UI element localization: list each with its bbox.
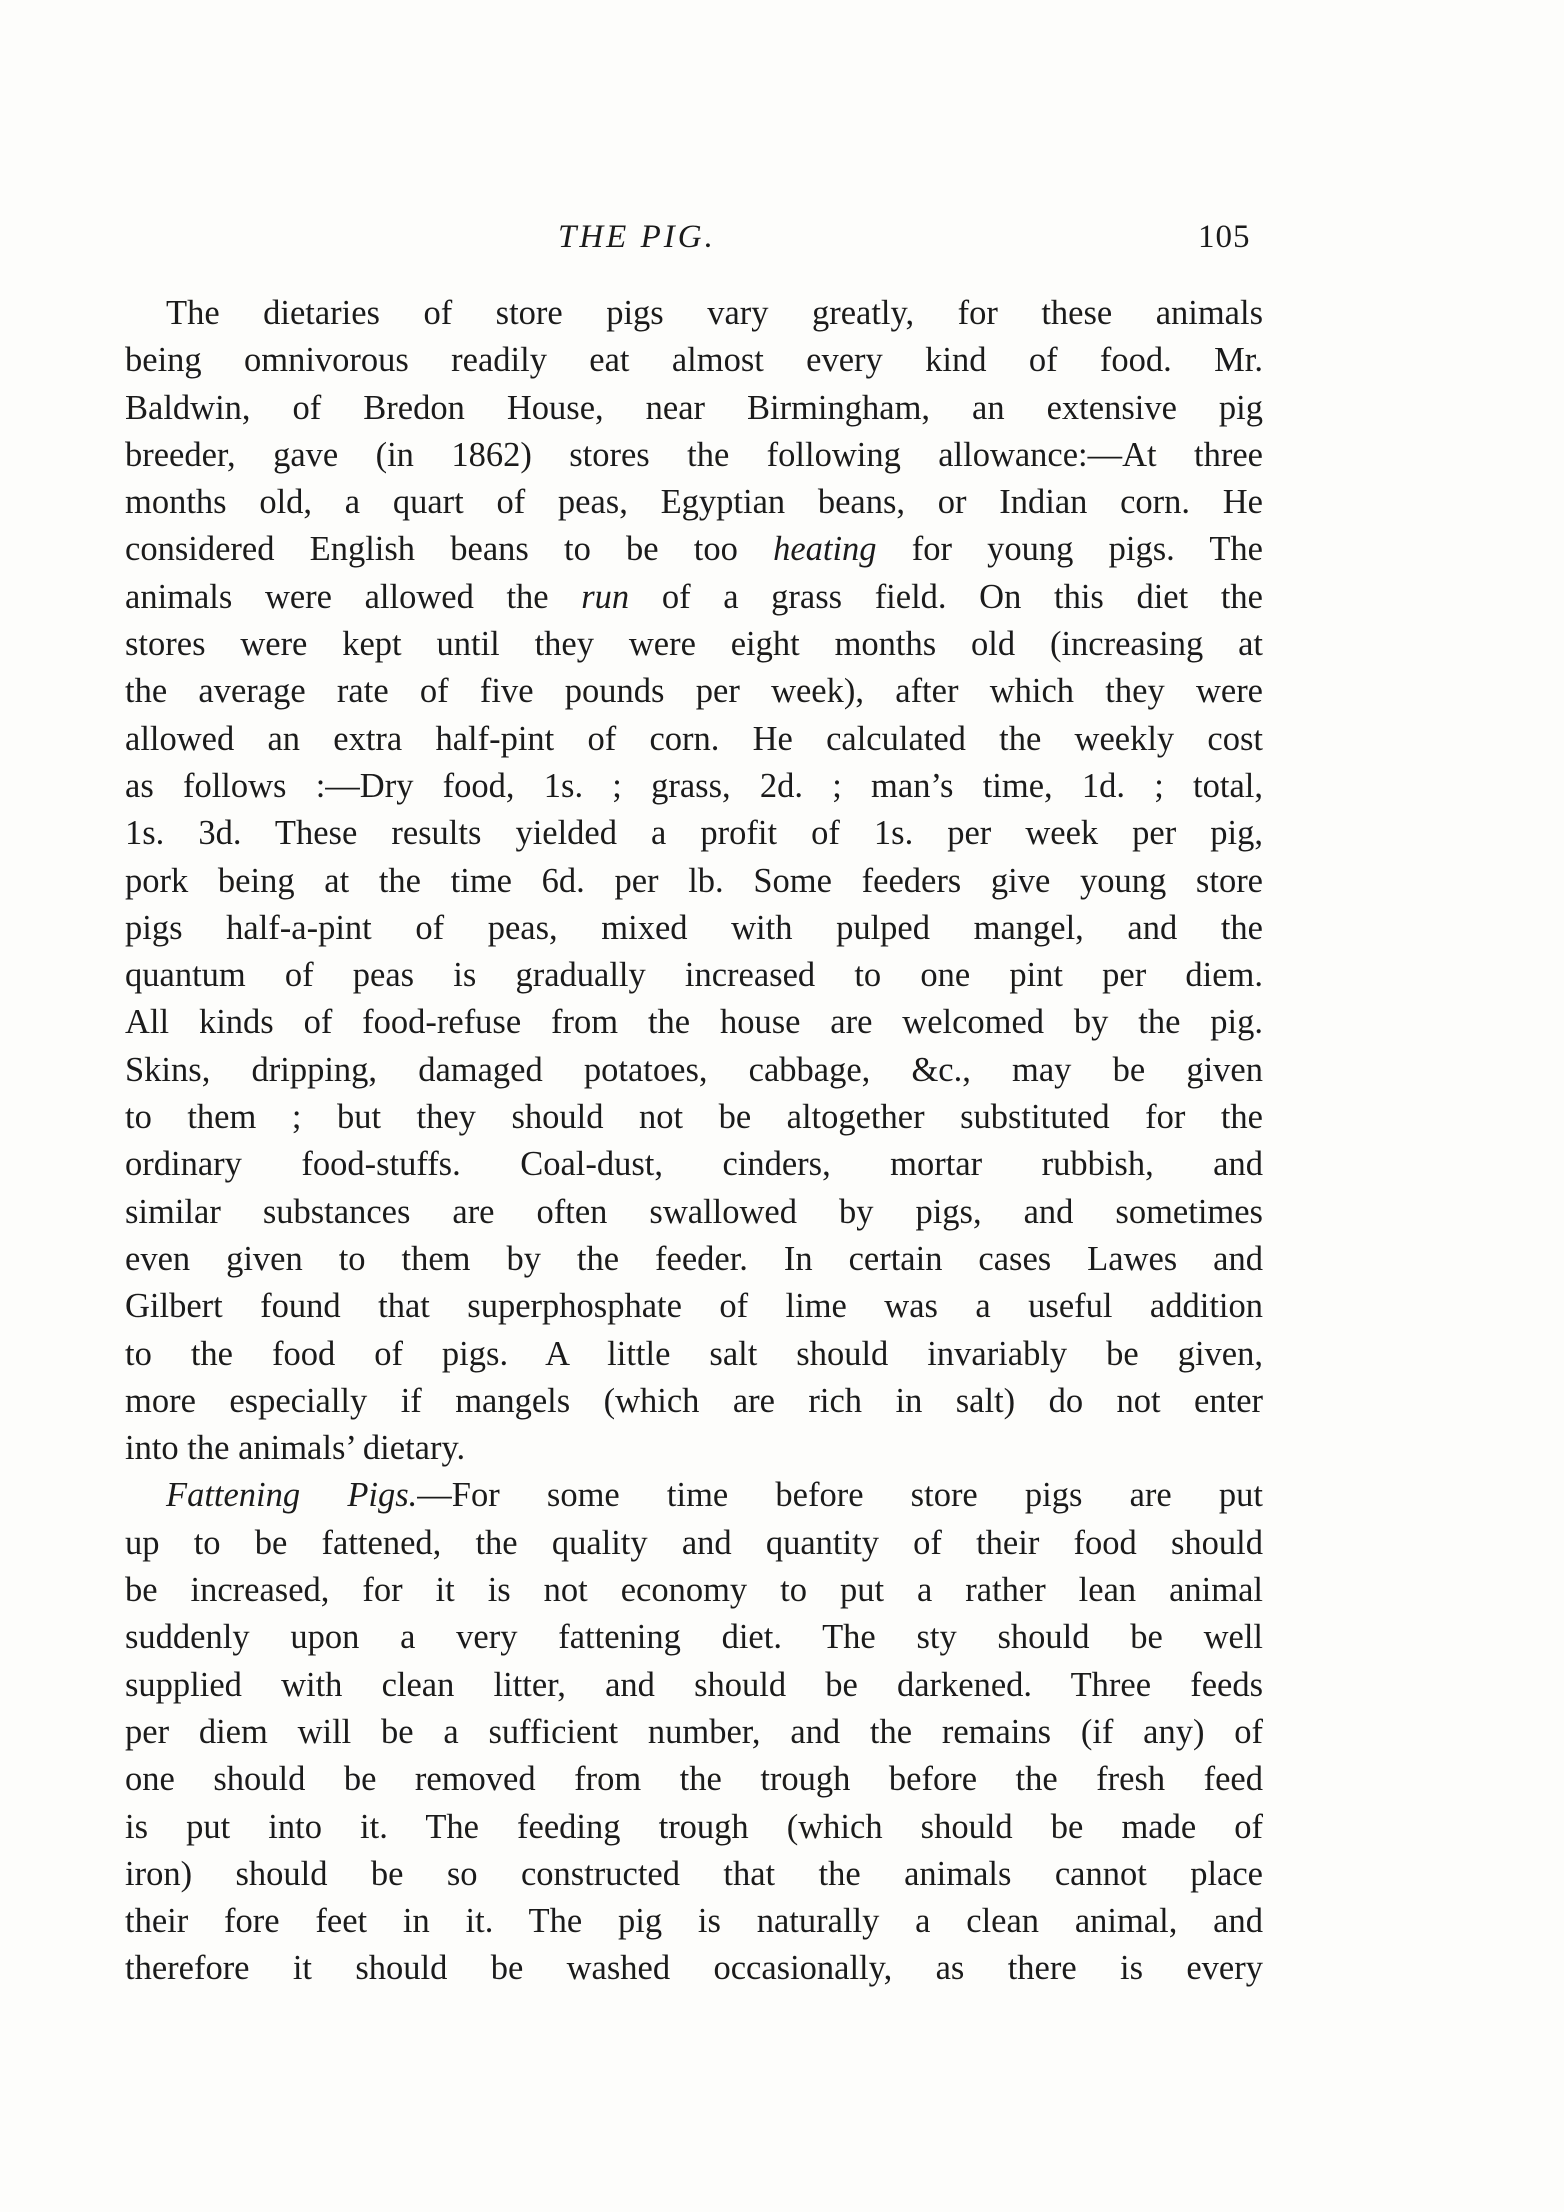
text-line: up to be fattened, the quality and quantity of their food should	[125, 1523, 1263, 1562]
text-line: Skins, dripping, damaged potatoes, cabbage, &c., may be given	[125, 1050, 1263, 1089]
italic-word: run	[581, 577, 630, 616]
text-line: therefore it should be washed occasionally, as there is every	[125, 1949, 1263, 1988]
text-line: iron) should be so constructed that the animals cannot place	[125, 1854, 1263, 1893]
text-line: Baldwin, of Bredon House, near Birmingham, an extensive pig	[125, 388, 1263, 427]
text-line: being omnivorous readily eat almost every kind of food. Mr.	[125, 341, 1263, 380]
italic-word: heating	[773, 530, 877, 569]
page-number: 105	[1198, 219, 1251, 255]
text-line: pigs half-a-pint of peas, mixed with pulped mangel, and the	[125, 908, 1263, 947]
running-head	[0, 219, 1564, 269]
text-line: one should be removed from the trough before the fresh feed	[125, 1760, 1263, 1799]
text-line: allowed an extra half-pint of corn. He calculated the weekly cost	[125, 719, 1263, 758]
text-run: —For some time before store pigs are put	[417, 1476, 1263, 1515]
text-line: to them ; but they should not be altogether substituted for the	[125, 1098, 1263, 1137]
text-line: even given to them by the feeder. In certain cases Lawes and	[125, 1239, 1263, 1278]
text-line: Gilbert found that superphosphate of lime was a useful addition	[125, 1287, 1263, 1326]
body-text	[125, 290, 1263, 1993]
text-line	[125, 526, 1263, 573]
text-line: per diem will be a sufficient number, and the remains (if any) of	[125, 1712, 1263, 1751]
text-line: suddenly upon a very fattening diet. The sty should be well	[125, 1618, 1263, 1657]
section-heading: Fattening Pigs.	[166, 1476, 418, 1515]
text-line: to the food of pigs. A little salt should invariably be given,	[125, 1334, 1263, 1373]
running-title: THE PIG.	[558, 219, 716, 255]
text-line: more especially if mangels (which are rich in salt) do not enter	[125, 1381, 1263, 1420]
text-line: stores were kept until they were eight months old (increasing at	[125, 625, 1263, 664]
text-line	[125, 1472, 1263, 1519]
text-line: the average rate of five pounds per week), after which they were	[125, 672, 1263, 711]
text-run: animals were allowed the	[125, 577, 582, 616]
text-line: quantum of peas is gradually increased to one pint per diem.	[125, 956, 1263, 995]
text-line: supplied with clean litter, and should be darkened. Three feeds	[125, 1665, 1263, 1704]
text-line: All kinds of food-refuse from the house are welcomed by the pig.	[125, 1003, 1263, 1042]
text-line: ordinary food-stuffs. Coal-dust, cinders, mortar rubbish, and	[125, 1145, 1263, 1184]
text-line: pork being at the time 6d. per lb. Some feeders give young store	[125, 861, 1263, 900]
text-line: into the animals’ dietary.	[125, 1429, 466, 1468]
text-line: as follows :—Dry food, 1s. ; grass, 2d. ; man’s time, 1d. ; total,	[125, 766, 1263, 805]
text-run: considered English beans to be too	[125, 530, 774, 569]
text-line: be increased, for it is not economy to put a rather lean animal	[125, 1571, 1263, 1610]
text-line: 1s. 3d. These results yielded a profit of 1s. per week per pig,	[125, 814, 1263, 853]
text-line: months old, a quart of peas, Egyptian beans, or Indian corn. He	[125, 483, 1263, 522]
text-run: of a grass field. On this diet the	[629, 577, 1263, 616]
text-line: The dietaries of store pigs vary greatly, for these animals	[166, 294, 1263, 332]
text-line: their fore feet in it. The pig is naturally a clean animal, and	[125, 1902, 1263, 1941]
text-line	[125, 574, 1263, 621]
text-line: similar substances are often swallowed by pigs, and sometimes	[125, 1192, 1263, 1231]
text-run: for young pigs. The	[876, 530, 1263, 569]
text-line: breeder, gave (in 1862) stores the following allowance:—At three	[125, 435, 1263, 474]
text-line: is put into it. The feeding trough (which should be made of	[125, 1807, 1263, 1846]
